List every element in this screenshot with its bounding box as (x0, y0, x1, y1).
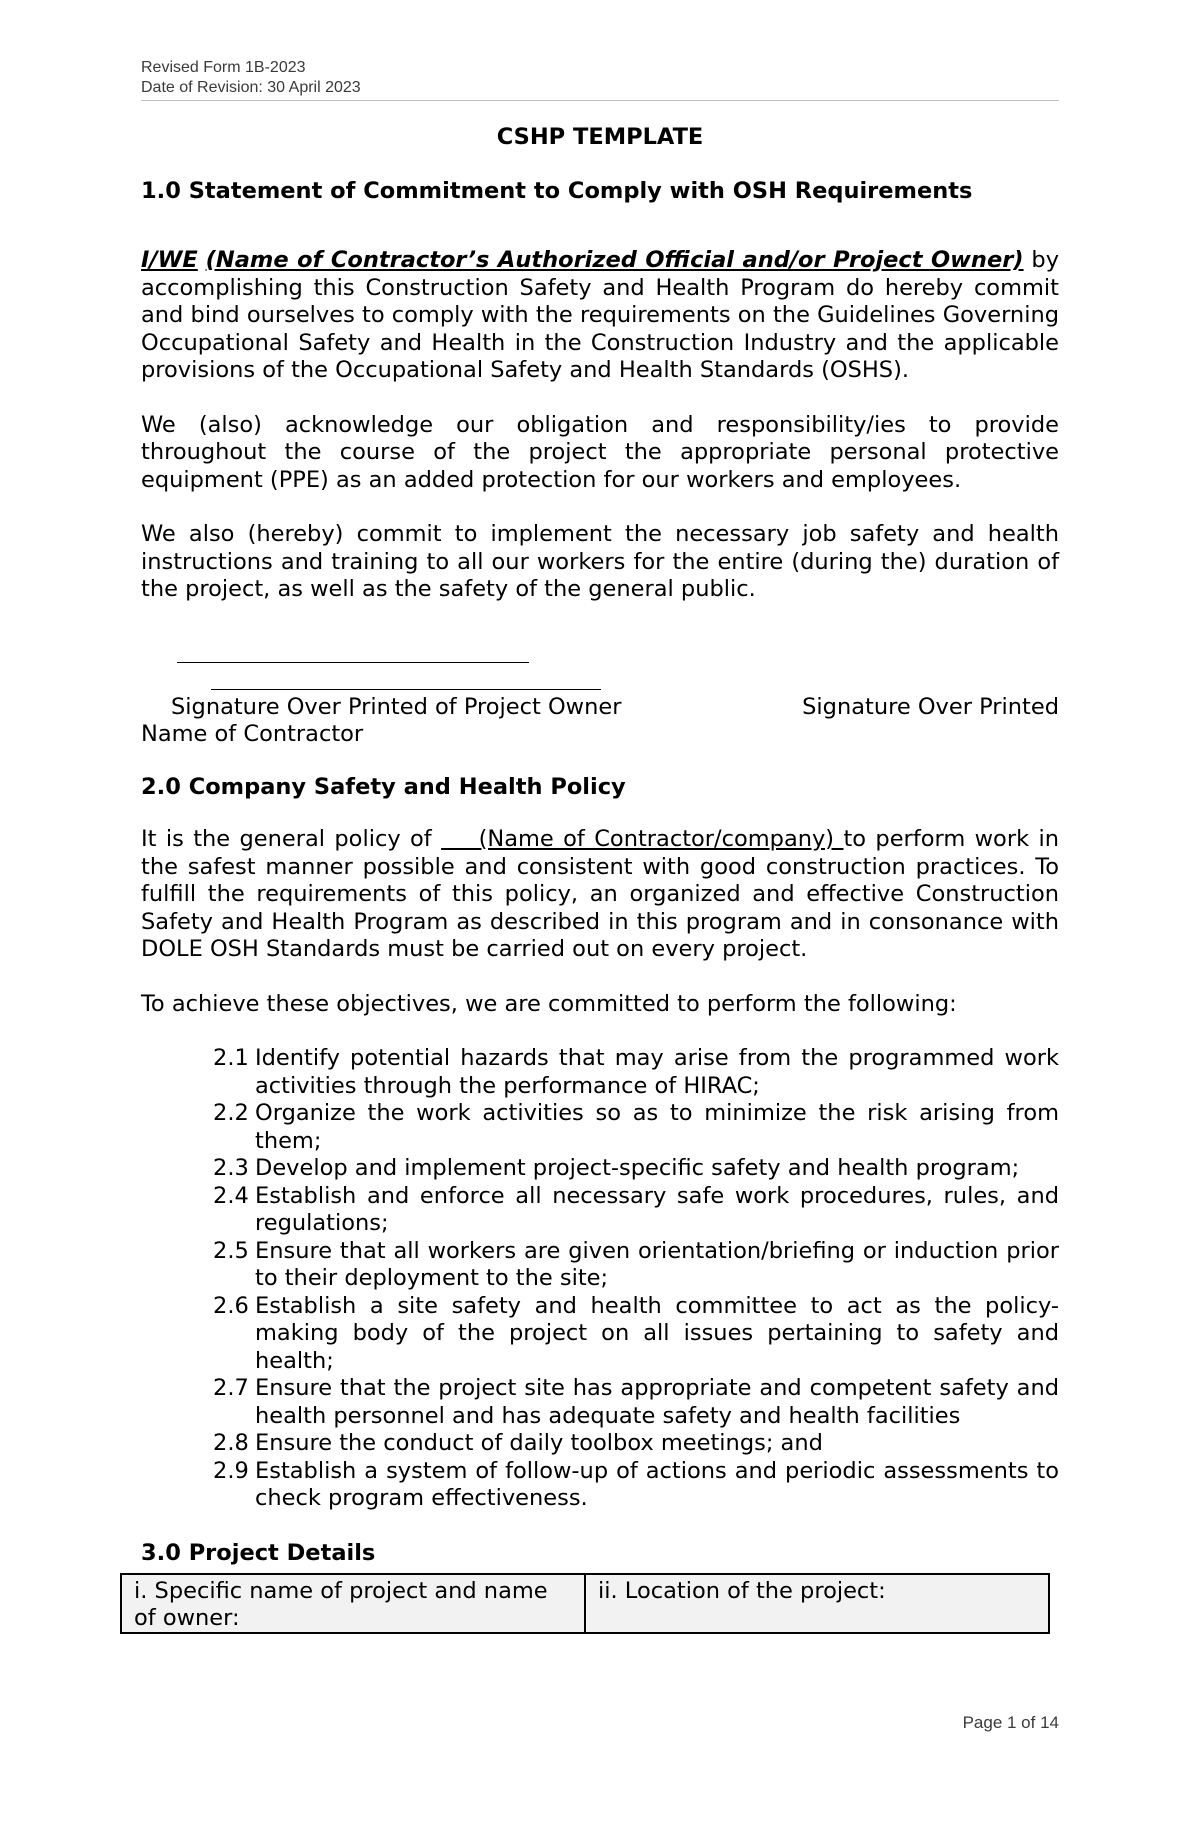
section-1-heading: 1.0 Statement of Commitment to Comply with OSH Requirements (141, 177, 973, 204)
item-text: Ensure the conduct of daily toolbox meetings; and (255, 1430, 823, 1456)
document-body (134, 124, 1060, 1634)
project-name-cell[interactable]: i. Specific name of project and name of owner: (121, 1574, 585, 1633)
signature-left-label (141, 694, 621, 749)
item-number: 2.1 (213, 1045, 249, 1071)
item-text: Organize the work activities so as to minimize the risk arising from them; (255, 1100, 1059, 1154)
item-number: 2.2 (213, 1100, 249, 1126)
list-item (213, 1238, 1059, 1293)
item-text: Establish a site safety and health committee to act as the policy-making body of the project on all issues pertaining to safety and health; (255, 1292, 1059, 1374)
item-text: Ensure that the project site has appropriate and competent safety and health personnel and has adequate safety and health facilities (255, 1375, 1059, 1429)
item-number: 2.9 (213, 1457, 249, 1484)
list-item (213, 1458, 1059, 1513)
authorized-official-placeholder: (Name of Contractor’s Authorized Official and/or Project Owner) (205, 247, 1024, 273)
list-item (213, 1100, 1059, 1155)
item-number: 2.4 (213, 1182, 249, 1209)
page-number: Page 1 of 14 (962, 1713, 1059, 1732)
list-item (213, 1293, 1059, 1376)
list-item (213, 1430, 1059, 1458)
item-number: 2.8 (213, 1430, 249, 1456)
item-text: Develop and implement project-specific safety and health program; (255, 1155, 1020, 1181)
policy-paragraph (141, 826, 1059, 964)
signature-contractor-label: Name of Contractor (141, 721, 364, 747)
list-item (213, 1183, 1059, 1238)
project-details-table (120, 1573, 1050, 1634)
signature-line-contractor (211, 689, 601, 690)
item-text: Ensure that all workers are given orientation/briefing or induction prior to their deployment to the site; (255, 1237, 1059, 1291)
signature-right-label: Signature Over Printed (802, 693, 1059, 720)
contractor-company-placeholder: (Name of Contractor/company) (441, 826, 844, 852)
list-item (213, 1375, 1059, 1430)
training-paragraph: We also (hereby) commit to implement the necessary job safety and health instructions and training to all our workers for the entire (during the) duration of the project, as well as the safety of the general public. (141, 521, 1059, 602)
commitment-text: by accomplishing this Construction Safety and Health Program do hereby commit and bind ourselves to comply with the requirements on the Guidelines Governing Occupational Safety and Health in the Construction Industry and the applicable provisions of the Occupational Safety and Health Standards (OSHS). (141, 247, 1060, 383)
section-2-heading: 2.0 Company Safety and Health Policy (141, 773, 626, 800)
item-text: Establish a system of follow-up of actions and periodic assessments to check program effectiveness. (255, 1457, 1059, 1511)
signature-line-owner (177, 662, 529, 663)
item-number: 2.3 (213, 1155, 249, 1181)
list-item (213, 1155, 1059, 1183)
objectives-intro: To achieve these objectives, we are committed to perform the following: (141, 990, 957, 1017)
project-location-cell[interactable]: ii. Location of the project: (585, 1574, 1049, 1633)
list-item (213, 1045, 1059, 1100)
item-number: 2.7 (213, 1375, 249, 1401)
policy-text-rest: to perform work in the safest manner possible and consistent with good construction practices. To fulfill the requirements of this policy, an organized and effective Construction Safety and Health Program as described in this program and in consonance with DOLE OSH Standards must be carried out on every project. (141, 826, 1059, 962)
signature-owner-label: Signature Over Printed of Project Owner (171, 693, 622, 720)
signature-block (141, 634, 1059, 749)
section-3-heading: 3.0 Project Details (141, 1539, 376, 1566)
revision-date: Date of Revision: 30 April 2023 (141, 79, 361, 96)
document-title: CSHP TEMPLATE (496, 124, 704, 150)
policy-text-start: It is the general policy of (141, 826, 442, 852)
table-row (121, 1574, 1049, 1633)
form-number: Revised Form 1B-2023 (141, 59, 306, 76)
commitment-lead: I/WE (141, 247, 198, 273)
page-header (141, 58, 1059, 101)
item-number: 2.5 (213, 1237, 249, 1264)
ppe-paragraph: We (also) acknowledge our obligation and responsibility/ies to provide throughout the course of the project the appropriate personal protective equipment (PPE) as an added protection for our workers and employees. (141, 411, 1059, 493)
item-text: Establish and enforce all necessary safe work procedures, rules, and regulations; (255, 1182, 1059, 1236)
commitment-paragraph (141, 247, 1059, 385)
item-text: Identify potential hazards that may arise from the programmed work activities through the performance of HIRAC; (255, 1045, 1059, 1099)
objectives-list (141, 1045, 1059, 1513)
item-number: 2.6 (213, 1292, 249, 1319)
